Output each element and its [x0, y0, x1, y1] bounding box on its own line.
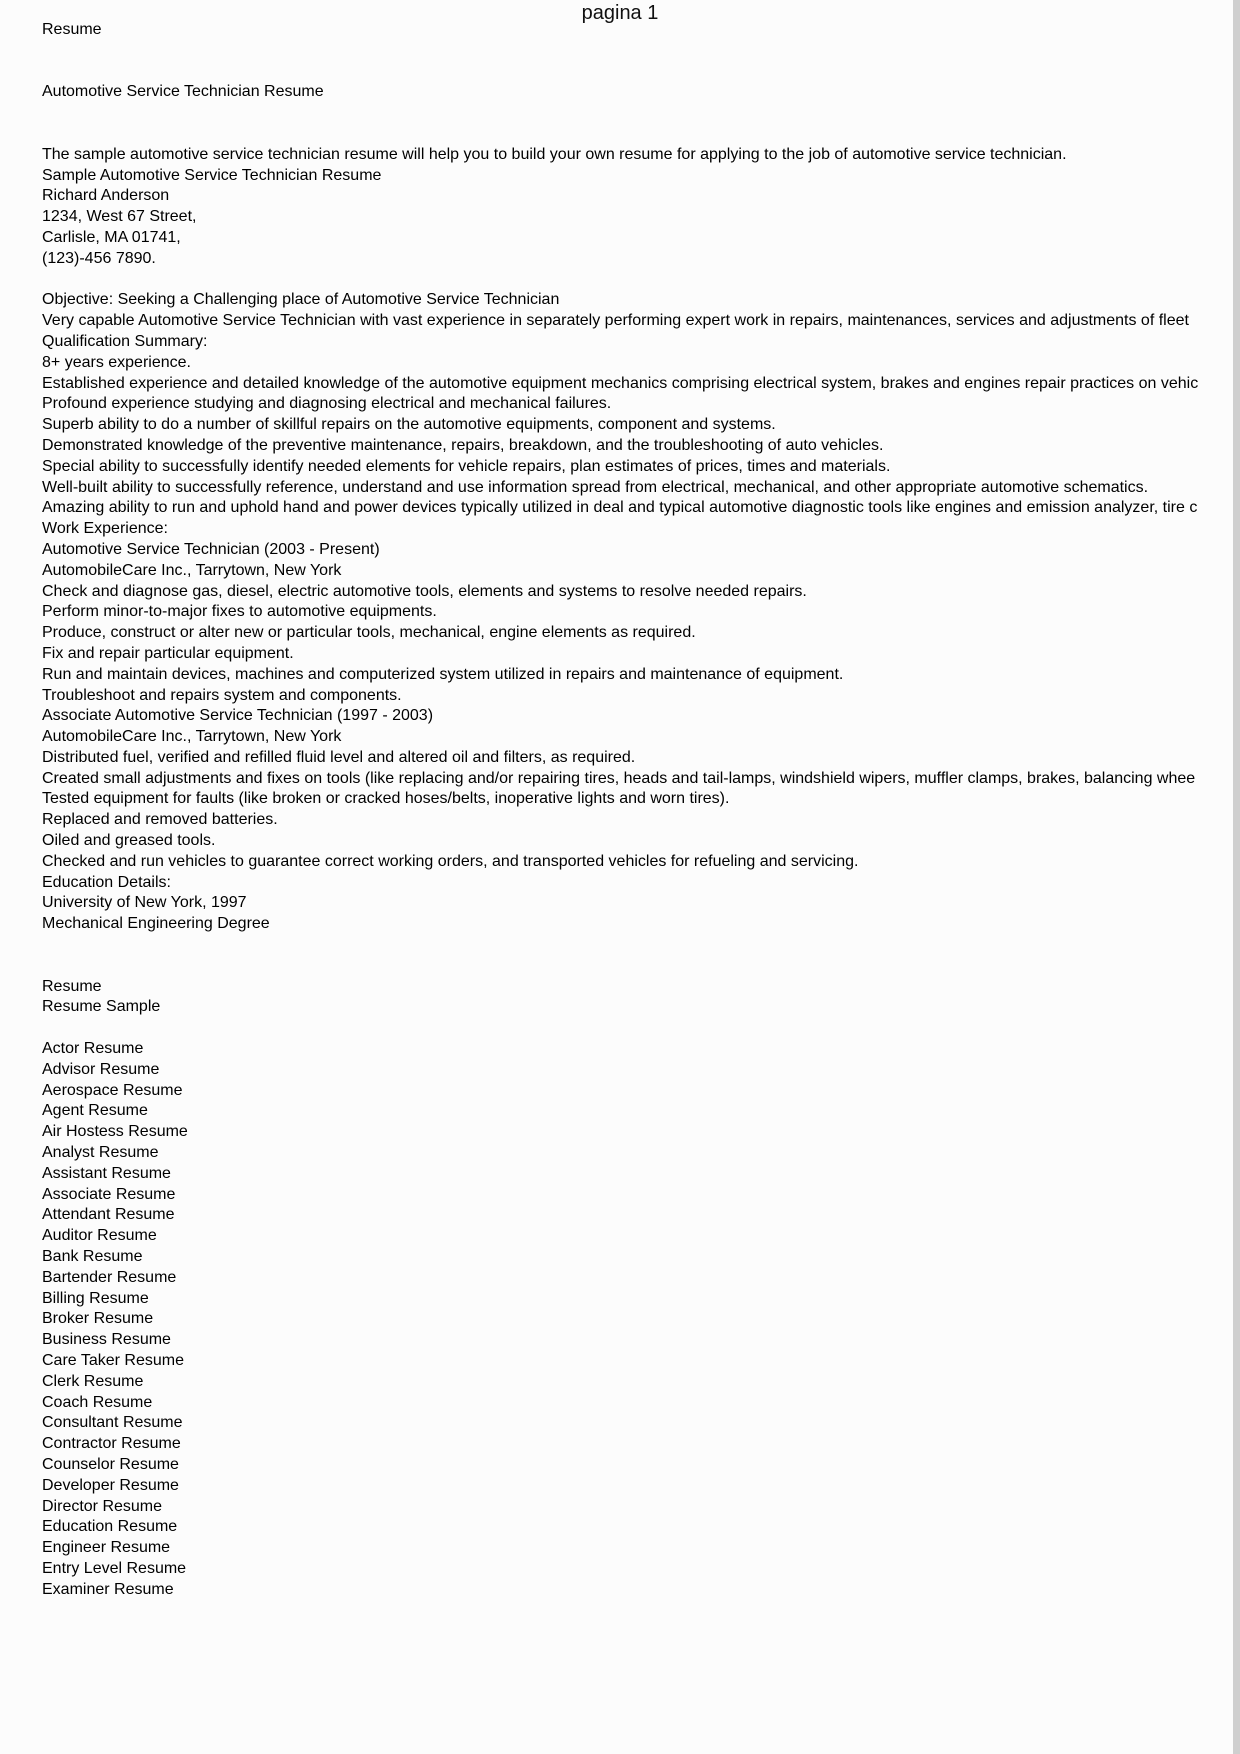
- resume-link[interactable]: Examiner Resume: [42, 1580, 174, 1598]
- footer-label: Resume: [42, 977, 102, 995]
- resume-link[interactable]: Education Resume: [42, 1518, 178, 1536]
- job-duty: Tested equipment for faults (like broken or cracked hoses/belts, inoperative lights and worn tires).: [42, 790, 730, 808]
- resume-link[interactable]: Aerospace Resume: [42, 1081, 183, 1099]
- education-item: University of New York, 1997: [42, 894, 247, 912]
- top-label: Resume: [42, 21, 102, 38]
- qualification-item: 8+ years experience.: [42, 353, 191, 371]
- resume-content: [42, 20, 1240, 1601]
- resume-link[interactable]: Attendant Resume: [42, 1206, 175, 1224]
- job-duty: Check and diagnose gas, diesel, electric automotive tools, elements and systems to resolve needed repairs.: [42, 582, 807, 600]
- resume-link[interactable]: Business Resume: [42, 1331, 171, 1349]
- resume-link[interactable]: Contractor Resume: [42, 1435, 181, 1453]
- contact-phone: (123)-456 7890.: [42, 249, 156, 267]
- job-duty: Created small adjustments and fixes on tools (like replacing and/or repairing tires, heads and tail-lamps, windshield wipers, muffler clamps, brakes, balancing whee: [42, 769, 1196, 787]
- qualification-heading: Qualification Summary:: [42, 332, 208, 350]
- page-edge-shadow: [1233, 0, 1240, 1754]
- resume-link[interactable]: Associate Resume: [42, 1185, 176, 1203]
- resume-link[interactable]: Entry Level Resume: [42, 1559, 187, 1577]
- resume-link[interactable]: Director Resume: [42, 1497, 163, 1515]
- resume-link[interactable]: Counselor Resume: [42, 1455, 179, 1473]
- resume-link[interactable]: Coach Resume: [42, 1393, 153, 1411]
- job-duty: Troubleshoot and repairs system and components.: [42, 686, 402, 704]
- job-company: AutomobileCare Inc., Tarrytown, New York: [42, 728, 342, 746]
- job-company: AutomobileCare Inc., Tarrytown, New York: [42, 561, 342, 579]
- qualification-item: Established experience and detailed knowledge of the automotive equipment mechanics comprising electrical system, brakes and engines repair practices on vehic: [42, 374, 1199, 392]
- resume-link[interactable]: Billing Resume: [42, 1289, 149, 1307]
- resume-link[interactable]: Actor Resume: [42, 1040, 144, 1058]
- job-duty: Oiled and greased tools.: [42, 832, 216, 850]
- contact-street: 1234, West 67 Street,: [42, 208, 197, 226]
- resume-link[interactable]: Assistant Resume: [42, 1164, 171, 1182]
- sample-heading: Sample Automotive Service Technician Resume: [42, 166, 382, 184]
- profile-line: Very capable Automotive Service Technician with vast experience in separately performing expert work in repairs, maintenances, services and adjustments of fleet: [42, 312, 1189, 330]
- qualification-item: Special ability to successfully identify needed elements for vehicle repairs, plan estimates of prices, times and materials.: [42, 457, 891, 475]
- job-duty: Perform minor-to-major fixes to automotive equipments.: [42, 603, 437, 621]
- job-duty: Produce, construct or alter new or particular tools, mechanical, engine elements as required.: [42, 624, 696, 642]
- resume-link[interactable]: Auditor Resume: [42, 1227, 157, 1245]
- job-title: Associate Automotive Service Technician (1997 - 2003): [42, 707, 434, 725]
- qualification-item: Amazing ability to run and uphold hand and power devices typically utilized in deal and typical automotive diagnostic tools like engines and emission analyzer, tire c: [42, 499, 1198, 517]
- contact-name: Richard Anderson: [42, 187, 170, 205]
- education-item: Mechanical Engineering Degree: [42, 915, 270, 933]
- job-title: Automotive Service Technician (2003 - Present): [42, 540, 380, 558]
- job-duty: Run and maintain devices, machines and computerized system utilized in repairs and maintenance of equipment.: [42, 665, 844, 683]
- resume-link[interactable]: Care Taker Resume: [42, 1352, 184, 1369]
- job-duty: Checked and run vehicles to guarantee correct working orders, and transported vehicles for refueling and servicing.: [42, 852, 859, 870]
- contact-city: Carlisle, MA 01741,: [42, 228, 181, 246]
- job-duty: Distributed fuel, verified and refilled fluid level and altered oil and filters, as required.: [42, 748, 636, 766]
- resume-link[interactable]: Analyst Resume: [42, 1144, 159, 1162]
- resume-link[interactable]: Air Hostess Resume: [42, 1123, 188, 1141]
- objective-line: Objective: Seeking a Challenging place of Automotive Service Technician: [42, 291, 560, 309]
- resume-link[interactable]: Advisor Resume: [42, 1060, 160, 1078]
- intro-text: The sample automotive service technician resume will help you to build your own resume for applying to the job of automotive service technician.: [42, 145, 1067, 163]
- resume-link[interactable]: Clerk Resume: [42, 1372, 144, 1390]
- footer-sample: Resume Sample: [42, 998, 161, 1016]
- qualification-item: Demonstrated knowledge of the preventive maintenance, repairs, breakdown, and the troubleshooting of auto vehicles.: [42, 436, 884, 454]
- resume-link[interactable]: Bank Resume: [42, 1248, 143, 1266]
- qualification-item: Well-built ability to successfully reference, understand and use information spread from electrical, mechanical, and other appropriate automotive schematics.: [42, 478, 1149, 496]
- qualification-item: Superb ability to do a number of skillful repairs on the automotive equipments, component and systems.: [42, 416, 776, 434]
- job-duty: Replaced and removed batteries.: [42, 811, 278, 829]
- page-number-header: pagina 1: [581, 2, 659, 24]
- resume-link[interactable]: Broker Resume: [42, 1310, 154, 1328]
- resume-link[interactable]: Consultant Resume: [42, 1414, 183, 1432]
- resume-link[interactable]: Developer Resume: [42, 1476, 179, 1494]
- job-duty: Fix and repair particular equipment.: [42, 644, 294, 662]
- qualification-item: Profound experience studying and diagnosing electrical and mechanical failures.: [42, 395, 612, 413]
- document-title: Automotive Service Technician Resume: [42, 83, 324, 101]
- resume-link[interactable]: Bartender Resume: [42, 1268, 177, 1286]
- work-heading: Work Experience:: [42, 520, 168, 538]
- resume-link[interactable]: Agent Resume: [42, 1102, 148, 1120]
- resume-link[interactable]: Engineer Resume: [42, 1539, 171, 1557]
- education-heading: Education Details:: [42, 873, 171, 891]
